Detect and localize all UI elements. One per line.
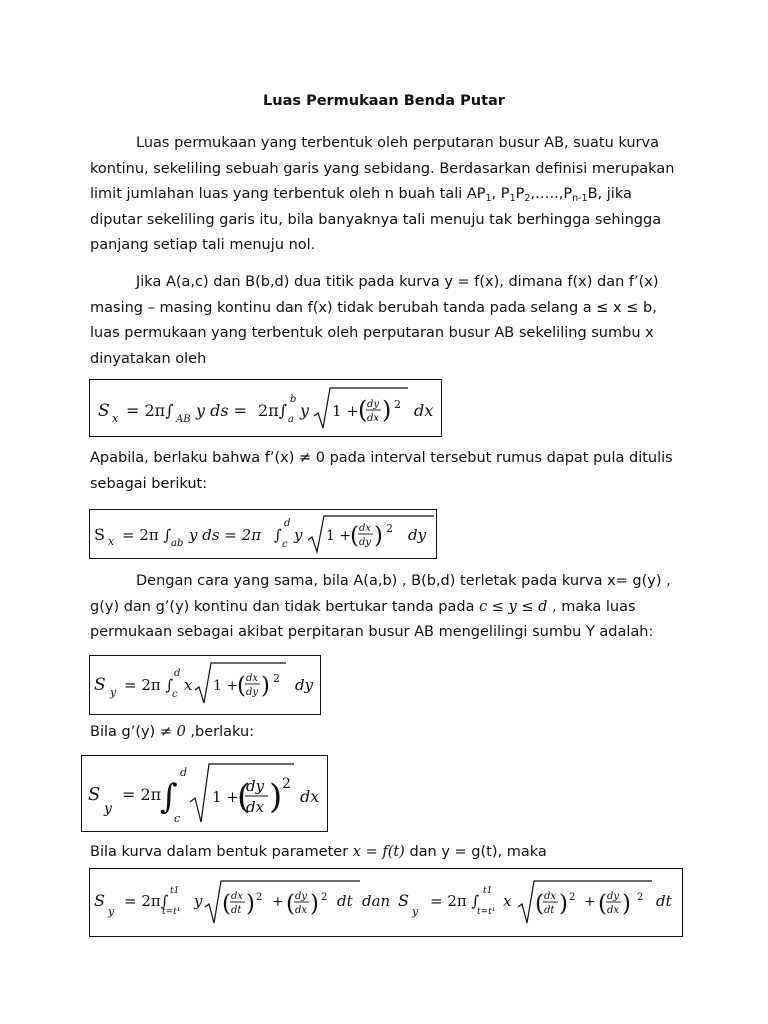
math-upper-limit: t1	[170, 886, 180, 896]
math-S: S	[94, 525, 105, 544]
math-integral: ∫	[274, 526, 282, 544]
fraction-numerator: dx	[246, 673, 259, 684]
math-term: dt	[337, 892, 353, 910]
fraction-numerator: dy	[295, 891, 308, 902]
math-upper-limit: t1	[483, 886, 493, 896]
math-subscript: y	[104, 801, 112, 817]
math-lower-limit: t=t¹	[477, 907, 496, 917]
math-integral: ∫	[160, 777, 178, 817]
paragraph-intro	[90, 131, 680, 259]
fraction-numerator: dx	[544, 891, 557, 902]
fraction-denominator: dy	[246, 687, 259, 698]
inline-math: x = f(t)	[352, 844, 405, 860]
math-lower-limit: ab	[171, 538, 184, 549]
text: dan y = g(t), maka	[404, 844, 547, 860]
math-word: dan	[362, 892, 391, 910]
inline-math: c ≤ y ≤ d	[479, 598, 548, 615]
math-lower-limit: a	[288, 414, 294, 425]
math-term: y	[294, 526, 303, 544]
formula-sy-2	[82, 756, 327, 831]
paragraph-condition: Apabila, berlaku bahwa f’(x) ≠ 0 pada interval tersebut rumus dapat pula ditulis sebagai berikut:	[90, 450, 673, 492]
formula-sy-1	[90, 656, 320, 714]
math-term: y ds =	[196, 401, 248, 420]
math-eq: = 2π ∫	[124, 676, 174, 694]
fraction-numerator: dy	[607, 891, 620, 902]
formula-box-sx-1	[89, 379, 442, 437]
formula-parametric	[90, 869, 682, 936]
fraction-denominator: dx	[295, 905, 308, 916]
math-term: 1 +	[332, 402, 359, 420]
math-term: x	[184, 676, 193, 694]
paren-right: )	[269, 777, 283, 817]
math-term: y	[300, 401, 310, 420]
math-eq: = 2π	[122, 785, 162, 804]
paren-right: )	[382, 396, 392, 424]
inline-math: ≠ 0	[159, 724, 186, 740]
paragraph-g-prime	[90, 720, 680, 746]
math-subscript: y	[108, 905, 115, 918]
fraction-numerator: dx	[359, 523, 372, 534]
text: Bila kurva dalam bentuk parameter	[90, 844, 353, 860]
paragraph-definition: Jika A(a,c) dan B(b,d) dua titik pada kurva y = f(x), dimana f(x) dan f’(x) masing – masing kontinu dan f(x) tidak berubah tanda pada selang a ≤ x ≤ b, luas permukaan yang terbentuk oleh perputaran busur AB sekeliling sumbu x dinyatakan oleh	[90, 274, 659, 367]
formula-box-sy-1	[89, 655, 321, 715]
math-lower-limit: c	[282, 539, 288, 550]
paren-left: (	[350, 523, 359, 549]
math-term: y	[194, 892, 203, 910]
text: , P	[491, 186, 510, 203]
fraction-denominator: dx	[607, 905, 620, 916]
formula-sx-2	[90, 510, 436, 558]
math-lower-limit: t=t¹	[162, 907, 181, 917]
text: B, jika diputar sekeliling garis itu, bila banyaknya tali menuju tak berhingga sehingga panjang setiap tali menuju nol.	[90, 186, 662, 254]
math-subscript: x	[112, 412, 119, 425]
math-term: 2π∫	[258, 401, 288, 420]
paren-left: (	[358, 396, 368, 424]
math-upper-limit: b	[290, 394, 297, 405]
math-subscript: y	[412, 905, 419, 918]
paren-left: (	[598, 891, 607, 917]
paren-left: (	[222, 891, 231, 917]
math-upper-limit: d	[284, 518, 291, 529]
math-lower-limit: c	[174, 812, 181, 825]
paren-right: )	[559, 891, 568, 917]
paragraph-parametric	[90, 840, 680, 866]
math-S: S	[94, 891, 105, 910]
math-term: dy	[408, 526, 427, 544]
math-upper-limit: d	[174, 668, 181, 679]
math-exponent: 2	[282, 776, 291, 792]
text: P	[515, 186, 525, 203]
paren-right: )	[246, 891, 255, 917]
text: ,berlaku:	[185, 724, 255, 740]
math-exponent: 2	[273, 672, 280, 685]
formula-box-sx-2	[89, 509, 437, 559]
page-title: Luas Permukaan Benda Putar	[263, 93, 505, 109]
fraction-numerator: dy	[246, 777, 265, 795]
math-eq: = 2π ∫	[122, 526, 172, 544]
math-exponent: 2	[256, 892, 263, 903]
math-term: x	[503, 892, 512, 910]
math-term: dx	[414, 401, 434, 420]
paragraph-y-axis	[90, 569, 680, 646]
fraction-numerator: dx	[231, 891, 244, 902]
math-term: 1 +	[212, 788, 239, 806]
paren-left: (	[237, 673, 246, 699]
math-subscript: y	[110, 686, 117, 699]
math-exponent: 2	[569, 892, 576, 903]
fraction-denominator: dt	[231, 905, 242, 916]
paren-right: )	[374, 523, 383, 549]
paren-right: )	[261, 673, 270, 699]
math-eq: = 2π∫	[124, 892, 169, 910]
paren-right: )	[622, 891, 631, 917]
text: Dengan cara yang sama, bila A(a,b) , B(b,d) terletak pada kurva x= g(y) , g(y) dan g’(y) kontinu dan tidak bertukar tanda pada	[90, 573, 671, 615]
math-exponent: 2	[386, 522, 393, 535]
text: ,…..,P	[530, 186, 573, 203]
math-S: S	[88, 784, 101, 805]
fraction-denominator: dx	[367, 413, 380, 424]
math-S: S	[98, 401, 110, 421]
math-exponent: 2	[637, 892, 644, 903]
math-term: +	[272, 894, 284, 910]
paren-right: )	[310, 891, 319, 917]
math-term: +	[584, 894, 596, 910]
text: , maka luas permukaan sebagai akibat perpitaran busur AB mengelilingi sumbu Y adalah:	[90, 598, 654, 641]
subscript: 2	[524, 193, 531, 205]
math-lower-limit: c	[172, 689, 178, 700]
math-upper-limit: d	[180, 766, 188, 779]
math-eq: = 2π∫	[126, 401, 174, 420]
math-eq: = 2π ∫	[430, 892, 480, 910]
paren-left: (	[286, 891, 295, 917]
math-term: dx	[300, 787, 320, 806]
math-exponent: 2	[394, 398, 401, 411]
math-term: 1 +	[326, 528, 352, 544]
subscript: 1	[485, 193, 492, 205]
fraction-denominator: dt	[544, 905, 555, 916]
text: Luas permukaan yang terbentuk oleh perputaran busur AB, suatu kurva kontinu, sekeliling sebuah garis yang sebidang. Berdasarkan definisi merupakan limit jumlahan luas yang terbentuk oleh n buah tali AP	[90, 135, 675, 203]
math-S: S	[398, 891, 409, 910]
formula-sx-1	[90, 380, 441, 436]
paren-left: (	[535, 891, 544, 917]
subscript: n-1	[572, 193, 588, 205]
paren-left: (	[237, 777, 251, 817]
math-lower-limit: AB	[176, 414, 191, 425]
subscript: 1	[509, 193, 516, 205]
text: Bila g’(y)	[90, 724, 160, 740]
math-term: dt	[656, 892, 672, 910]
math-subscript: x	[108, 535, 115, 548]
fraction-numerator: dy	[367, 399, 380, 410]
math-S: S	[94, 675, 106, 695]
math-exponent: 2	[321, 892, 328, 903]
formula-box-parametric	[89, 868, 683, 937]
math-term: 1 +	[213, 678, 239, 694]
formula-box-sy-2	[81, 755, 328, 832]
math-term: y ds = 2π	[189, 526, 262, 544]
math-term: dy	[295, 676, 314, 694]
fraction-denominator: dx	[246, 798, 265, 816]
fraction-denominator: dy	[359, 537, 372, 548]
